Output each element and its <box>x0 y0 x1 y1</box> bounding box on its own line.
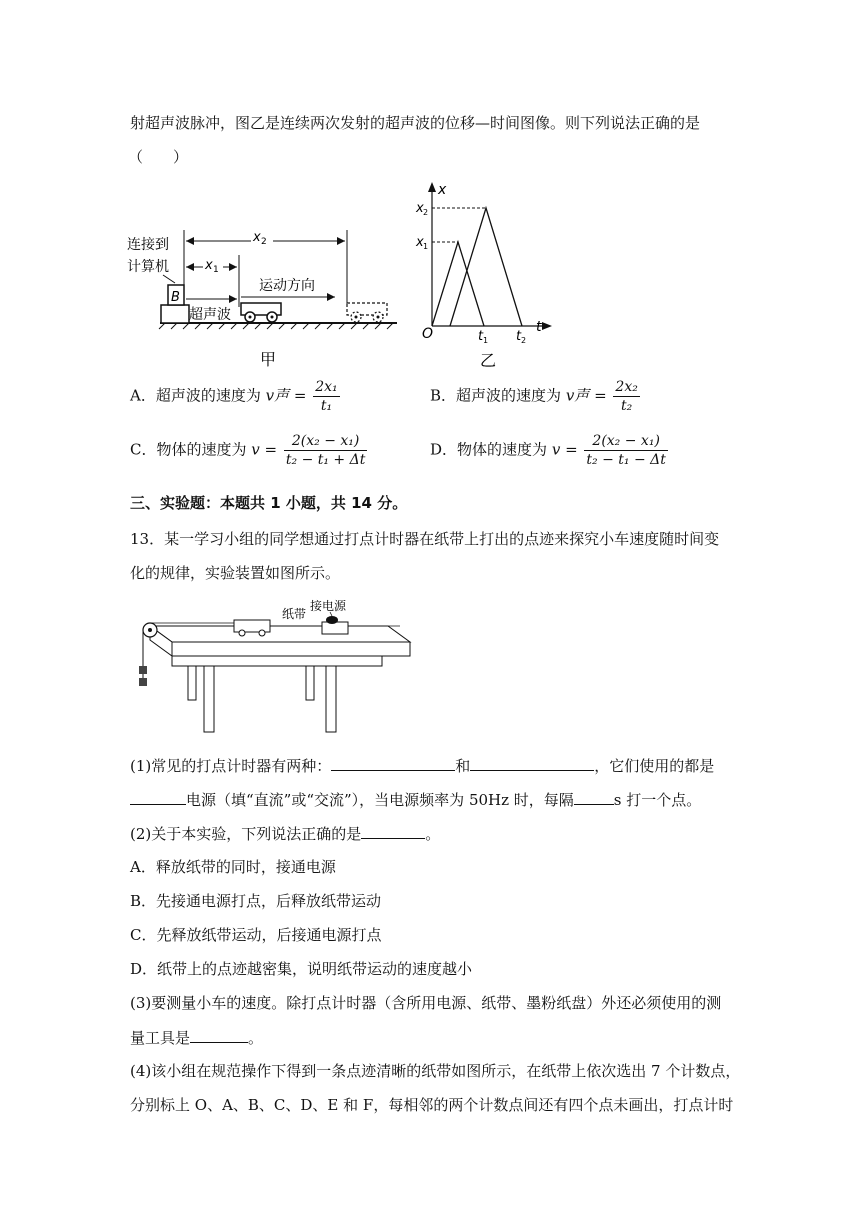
option-d-text: 物体的速度为 <box>457 440 548 459</box>
label-direction: 运动方向 <box>259 278 315 294</box>
t2-label: t <box>516 329 522 344</box>
q13-p2-option-d[interactable]: D．纸带上的点迹越密集，说明纸带运动的速度越小 <box>130 960 473 978</box>
section-heading: 三、实验题：本题共 1 小题，共 14 分。 <box>130 494 408 512</box>
q13-p1-c: ，它们使用的都是 <box>594 757 715 775</box>
option-c-letter: C． <box>130 440 157 459</box>
q13-p1-d: 电源（填“直流”或“交流”），当电源频率为 50Hz 时，每隔 <box>186 791 574 809</box>
q13-part3-line1: (3)要测量小车的速度。除打点计时器（含所用电源、纸带、墨粉纸盘）外还必须使用的测 <box>130 994 722 1012</box>
t2-sub: 2 <box>521 336 527 345</box>
blank-timer-type-2[interactable] <box>470 754 594 771</box>
option-c-text: 物体的速度为 <box>156 440 247 459</box>
option-b-letter: B． <box>430 386 457 405</box>
option-a-num: 2x₁ <box>315 379 338 395</box>
option-c-den: t₂ − t₁ + Δt <box>285 452 366 468</box>
x2-level-sub: 2 <box>423 208 429 217</box>
option-b[interactable] <box>430 378 640 415</box>
q13-p2-option-b[interactable]: B．先接通电源打点，后释放纸带运动 <box>130 892 382 910</box>
label-tape: 纸带 <box>282 607 307 621</box>
q13-part1-line2 <box>130 788 701 811</box>
blank-part2[interactable] <box>361 822 425 839</box>
label-x2-sub: 2 <box>261 237 267 247</box>
q13-p1-e: s 打一个点。 <box>613 791 702 809</box>
axis-x-label: x <box>438 182 447 198</box>
apparatus-figure <box>130 596 420 738</box>
label-connect-2: 计算机 <box>127 259 169 275</box>
option-b-fraction <box>613 378 639 415</box>
option-a-den: t₁ <box>320 398 333 414</box>
figure-yi <box>410 178 560 374</box>
blank-power-type[interactable] <box>130 788 186 805</box>
q13-p1-a: (1)常见的打点计时器有两种： <box>130 757 332 775</box>
blank-interval[interactable] <box>574 788 614 805</box>
option-d-fraction <box>584 432 667 469</box>
label-x1: x <box>205 258 213 273</box>
caption-jia: 甲 <box>260 350 277 369</box>
t1-label: t <box>478 329 484 344</box>
label-power: 接电源 <box>310 599 347 613</box>
q13-p2-option-c[interactable]: C．先释放纸带运动，后接通电源打点 <box>130 926 382 944</box>
option-a-fraction <box>313 378 339 415</box>
q13-p2-end: 。 <box>425 825 441 843</box>
label-b: B <box>171 290 180 305</box>
option-b-num: 2x₂ <box>615 379 638 395</box>
option-d[interactable] <box>430 432 668 469</box>
q13-p3-end: 。 <box>248 1029 264 1047</box>
option-a-text: 超声波的速度为 <box>155 386 261 405</box>
q13-p1-b: 和 <box>455 757 471 775</box>
option-d-num: 2(x₂ − x₁) <box>584 432 667 451</box>
caption-yi: 乙 <box>480 351 497 370</box>
intro-line: 射超声波脉冲，图乙是连续两次发射的超声波的位移—时间图像。则下列说法正确的是 <box>130 114 701 132</box>
blank-part3[interactable] <box>190 1026 248 1043</box>
q13-p2-text: (2)关于本实验，下列说法正确的是 <box>130 825 362 843</box>
axis-t-label: t <box>536 319 542 335</box>
x1-level-sub: 1 <box>423 242 429 251</box>
origin-label: O <box>422 326 434 342</box>
q13-stem-1: 13．某一学习小组的同学想通过打点计时器在纸带上打出的点迹来探究小车速度随时间变 <box>130 530 720 548</box>
q13-p3-b: 量工具是 <box>130 1029 191 1047</box>
x2-level-label: x <box>416 201 424 216</box>
option-a[interactable] <box>130 378 340 415</box>
option-b-lhs: v声 = <box>565 386 607 405</box>
answer-paren: （ ） <box>128 148 189 166</box>
q13-stem-2: 化的规律，实验装置如图所示。 <box>130 564 341 582</box>
option-c[interactable] <box>130 432 367 469</box>
q13-part3-line2 <box>130 1026 263 1049</box>
q13-part2 <box>130 822 440 845</box>
x1-level-label: x <box>416 235 424 250</box>
option-c-lhs: v = <box>251 440 278 459</box>
label-connect-1: 连接到 <box>127 237 169 253</box>
figure-jia <box>125 215 405 375</box>
option-d-letter: D． <box>430 440 458 459</box>
option-d-lhs: v = <box>551 440 578 459</box>
label-x1-sub: 1 <box>213 265 219 275</box>
q13-part4-line2: 分别标上 O、A、B、C、D、E 和 F，每相邻的两个计数点间还有四个点未画出，打点计时 <box>130 1096 734 1114</box>
label-ultrasound: 超声波 <box>189 307 231 323</box>
option-a-lhs: v声 = <box>265 386 307 405</box>
q13-part1-line1 <box>130 754 714 777</box>
label-x2: x <box>253 230 261 245</box>
t1-sub: 1 <box>483 336 489 345</box>
q13-p2-option-a[interactable]: A．释放纸带的同时，接通电源 <box>130 858 336 876</box>
option-a-letter: A． <box>130 386 156 405</box>
option-c-num: 2(x₂ − x₁) <box>284 432 367 451</box>
option-d-den: t₂ − t₁ − Δt <box>586 452 666 468</box>
blank-timer-type-1[interactable] <box>331 754 455 771</box>
option-b-den: t₂ <box>621 398 633 414</box>
option-b-text: 超声波的速度为 <box>456 386 562 405</box>
option-c-fraction <box>284 432 367 469</box>
q13-part4-line1: (4)该小组在规范操作下得到一条点迹清晰的纸带如图所示，在纸带上依次选出 7 个计数点， <box>130 1062 741 1080</box>
